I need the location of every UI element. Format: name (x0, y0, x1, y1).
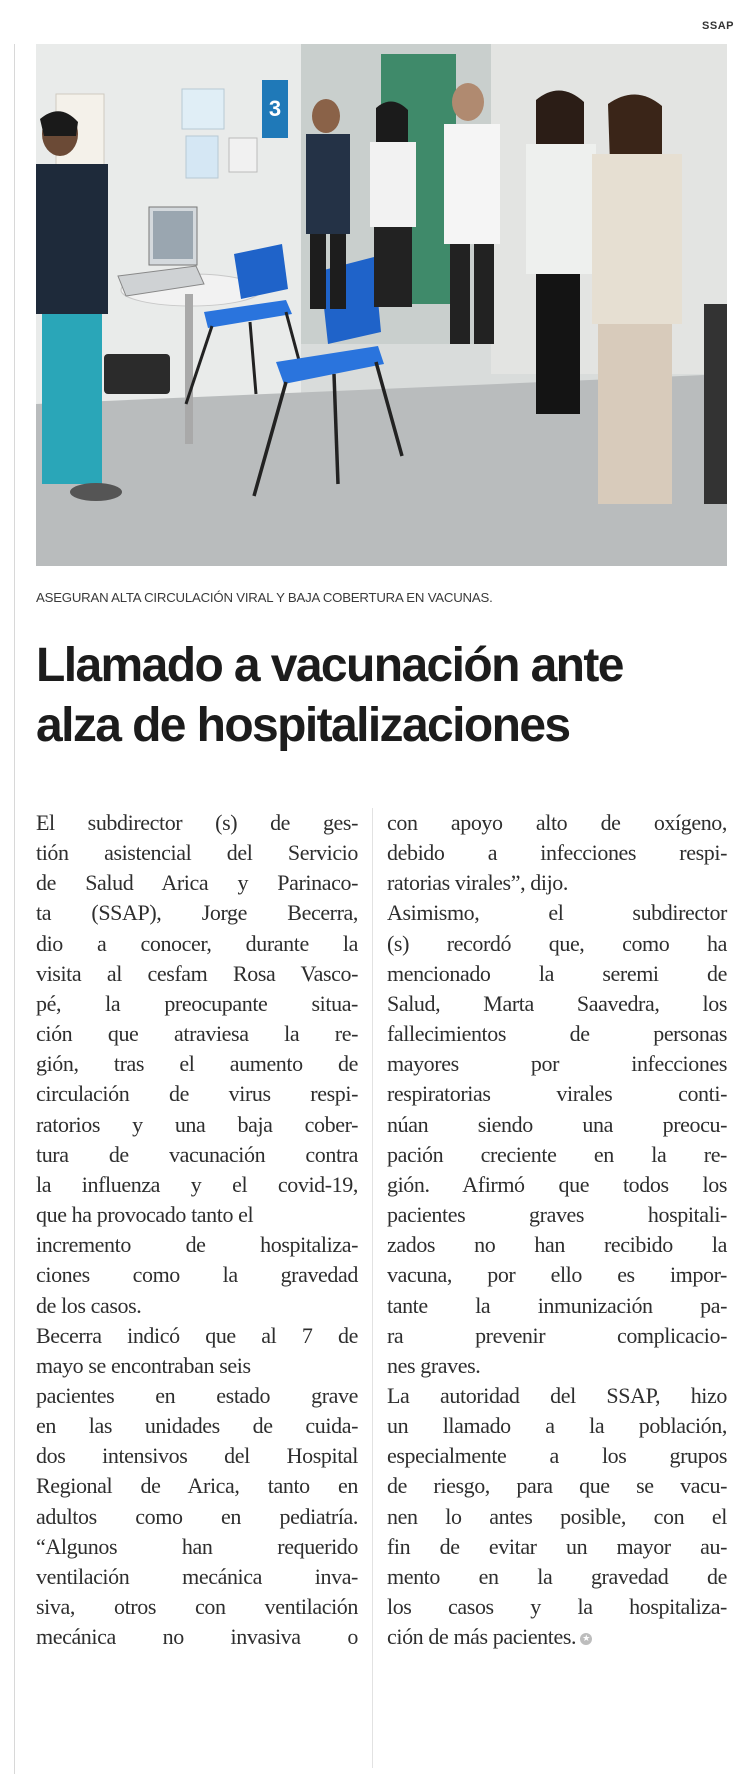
body-line: visita al cesfam Rosa Vasco- (36, 960, 358, 986)
body-line: incremento de hospitaliza- (36, 1232, 358, 1258)
body-line: pacientes graves hospitali- (387, 1202, 727, 1228)
body-line: zados no han recibido la (387, 1232, 727, 1258)
body-line: Becerra indicó que al 7 de (36, 1322, 358, 1348)
body-line: los casos y la hospitaliza- (387, 1594, 727, 1620)
body-line: ra prevenir complicacio- (387, 1322, 727, 1348)
body-line: ción que atraviesa la re- (36, 1021, 358, 1047)
body-line: especialmente a los grupos (387, 1443, 727, 1469)
body-line: la influenza y el covid-19, (36, 1171, 358, 1197)
body-line-text: ción de más pacientes. (387, 1624, 577, 1650)
body-line: Regional de Arica, tanto en (36, 1473, 358, 1499)
headline-line: Llamado a vacunación ante (36, 639, 623, 692)
body-line: fallecimientos de personas (387, 1021, 727, 1047)
body-line: ventilación mecánica inva- (36, 1563, 358, 1589)
body-line: fin de evitar un mayor au- (387, 1533, 727, 1559)
body-line: adultos como en pediatría. (36, 1503, 358, 1529)
body-line: debido a infecciones respi- (387, 840, 727, 866)
wall-poster-number: 3 (268, 96, 282, 121)
body-line: mencionado la seremi de (387, 960, 727, 986)
body-line: dio a conocer, durante la (36, 930, 358, 956)
body-column-left (36, 808, 358, 1652)
page-margin-rule (14, 44, 15, 1774)
body-line: nes graves. (387, 1352, 481, 1378)
body-line: pacientes en estado grave (36, 1382, 358, 1408)
body-line: gión. Afirmó que todos los (387, 1171, 727, 1197)
body-line: que ha provocado tanto el (36, 1202, 254, 1228)
body-line: tión asistencial del Servicio (36, 840, 358, 866)
body-line: vacuna, por ello es impor- (387, 1262, 727, 1288)
end-of-article-icon: ★ (580, 1633, 592, 1645)
body-line-final (387, 1622, 727, 1652)
body-line: mecánica no invasiva o (36, 1624, 358, 1650)
body-line: pación creciente en la re- (387, 1141, 727, 1167)
body-line: La autoridad del SSAP, hizo (387, 1382, 727, 1408)
body-line: Asimismo, el subdirector (387, 900, 727, 926)
body-line: ratorios y una baja cober- (36, 1111, 358, 1137)
body-column-right (387, 808, 727, 1652)
body-line: gión, tras el aumento de (36, 1051, 358, 1077)
article-photo (36, 44, 727, 566)
body-line: (s) recordó que, como ha (387, 930, 727, 956)
headline-line: alza de hospitalizaciones (36, 699, 570, 752)
body-line: dos intensivos del Hospital (36, 1443, 358, 1469)
section-tag: SSAP (702, 20, 734, 32)
column-divider (372, 808, 373, 1768)
body-line: ratorias virales”, dijo. (387, 870, 568, 896)
body-line: de riesgo, para que se vacu- (387, 1473, 727, 1499)
body-line: circulación de virus respi- (36, 1081, 358, 1107)
body-line: tante la inmunización pa- (387, 1292, 727, 1318)
photo-caption: ASEGURAN ALTA CIRCULACIÓN VIRAL Y BAJA COBERTURA EN VACUNAS. (36, 590, 493, 605)
body-line: de los casos. (36, 1292, 142, 1318)
body-line: ciones como la gravedad (36, 1262, 358, 1288)
body-line: respiratorias virales conti- (387, 1081, 727, 1107)
body-line: pé, la preocupante situa- (36, 990, 358, 1016)
body-line: mento en la gravedad de (387, 1563, 727, 1589)
headline (36, 636, 736, 756)
body-line: nen lo antes posible, con el (387, 1503, 727, 1529)
body-line: en las unidades de cuida- (36, 1413, 358, 1439)
body-line: El subdirector (s) de ges- (36, 810, 358, 835)
body-line: con apoyo alto de oxígeno, (387, 810, 727, 835)
body-line: tura de vacunación contra (36, 1141, 358, 1167)
body-line: núan siendo una preocu- (387, 1111, 727, 1137)
body-line: de Salud Arica y Parinaco- (36, 870, 358, 896)
body-line: un llamado a la población, (387, 1413, 727, 1439)
body-line: mayores por infecciones (387, 1051, 727, 1077)
body-line: siva, otros con ventilación (36, 1594, 358, 1620)
body-line: mayo se encontraban seis (36, 1352, 251, 1378)
body-line: “Algunos han requerido (36, 1533, 358, 1559)
body-line: Salud, Marta Saavedra, los (387, 990, 727, 1016)
body-line: ta (SSAP), Jorge Becerra, (36, 900, 358, 926)
